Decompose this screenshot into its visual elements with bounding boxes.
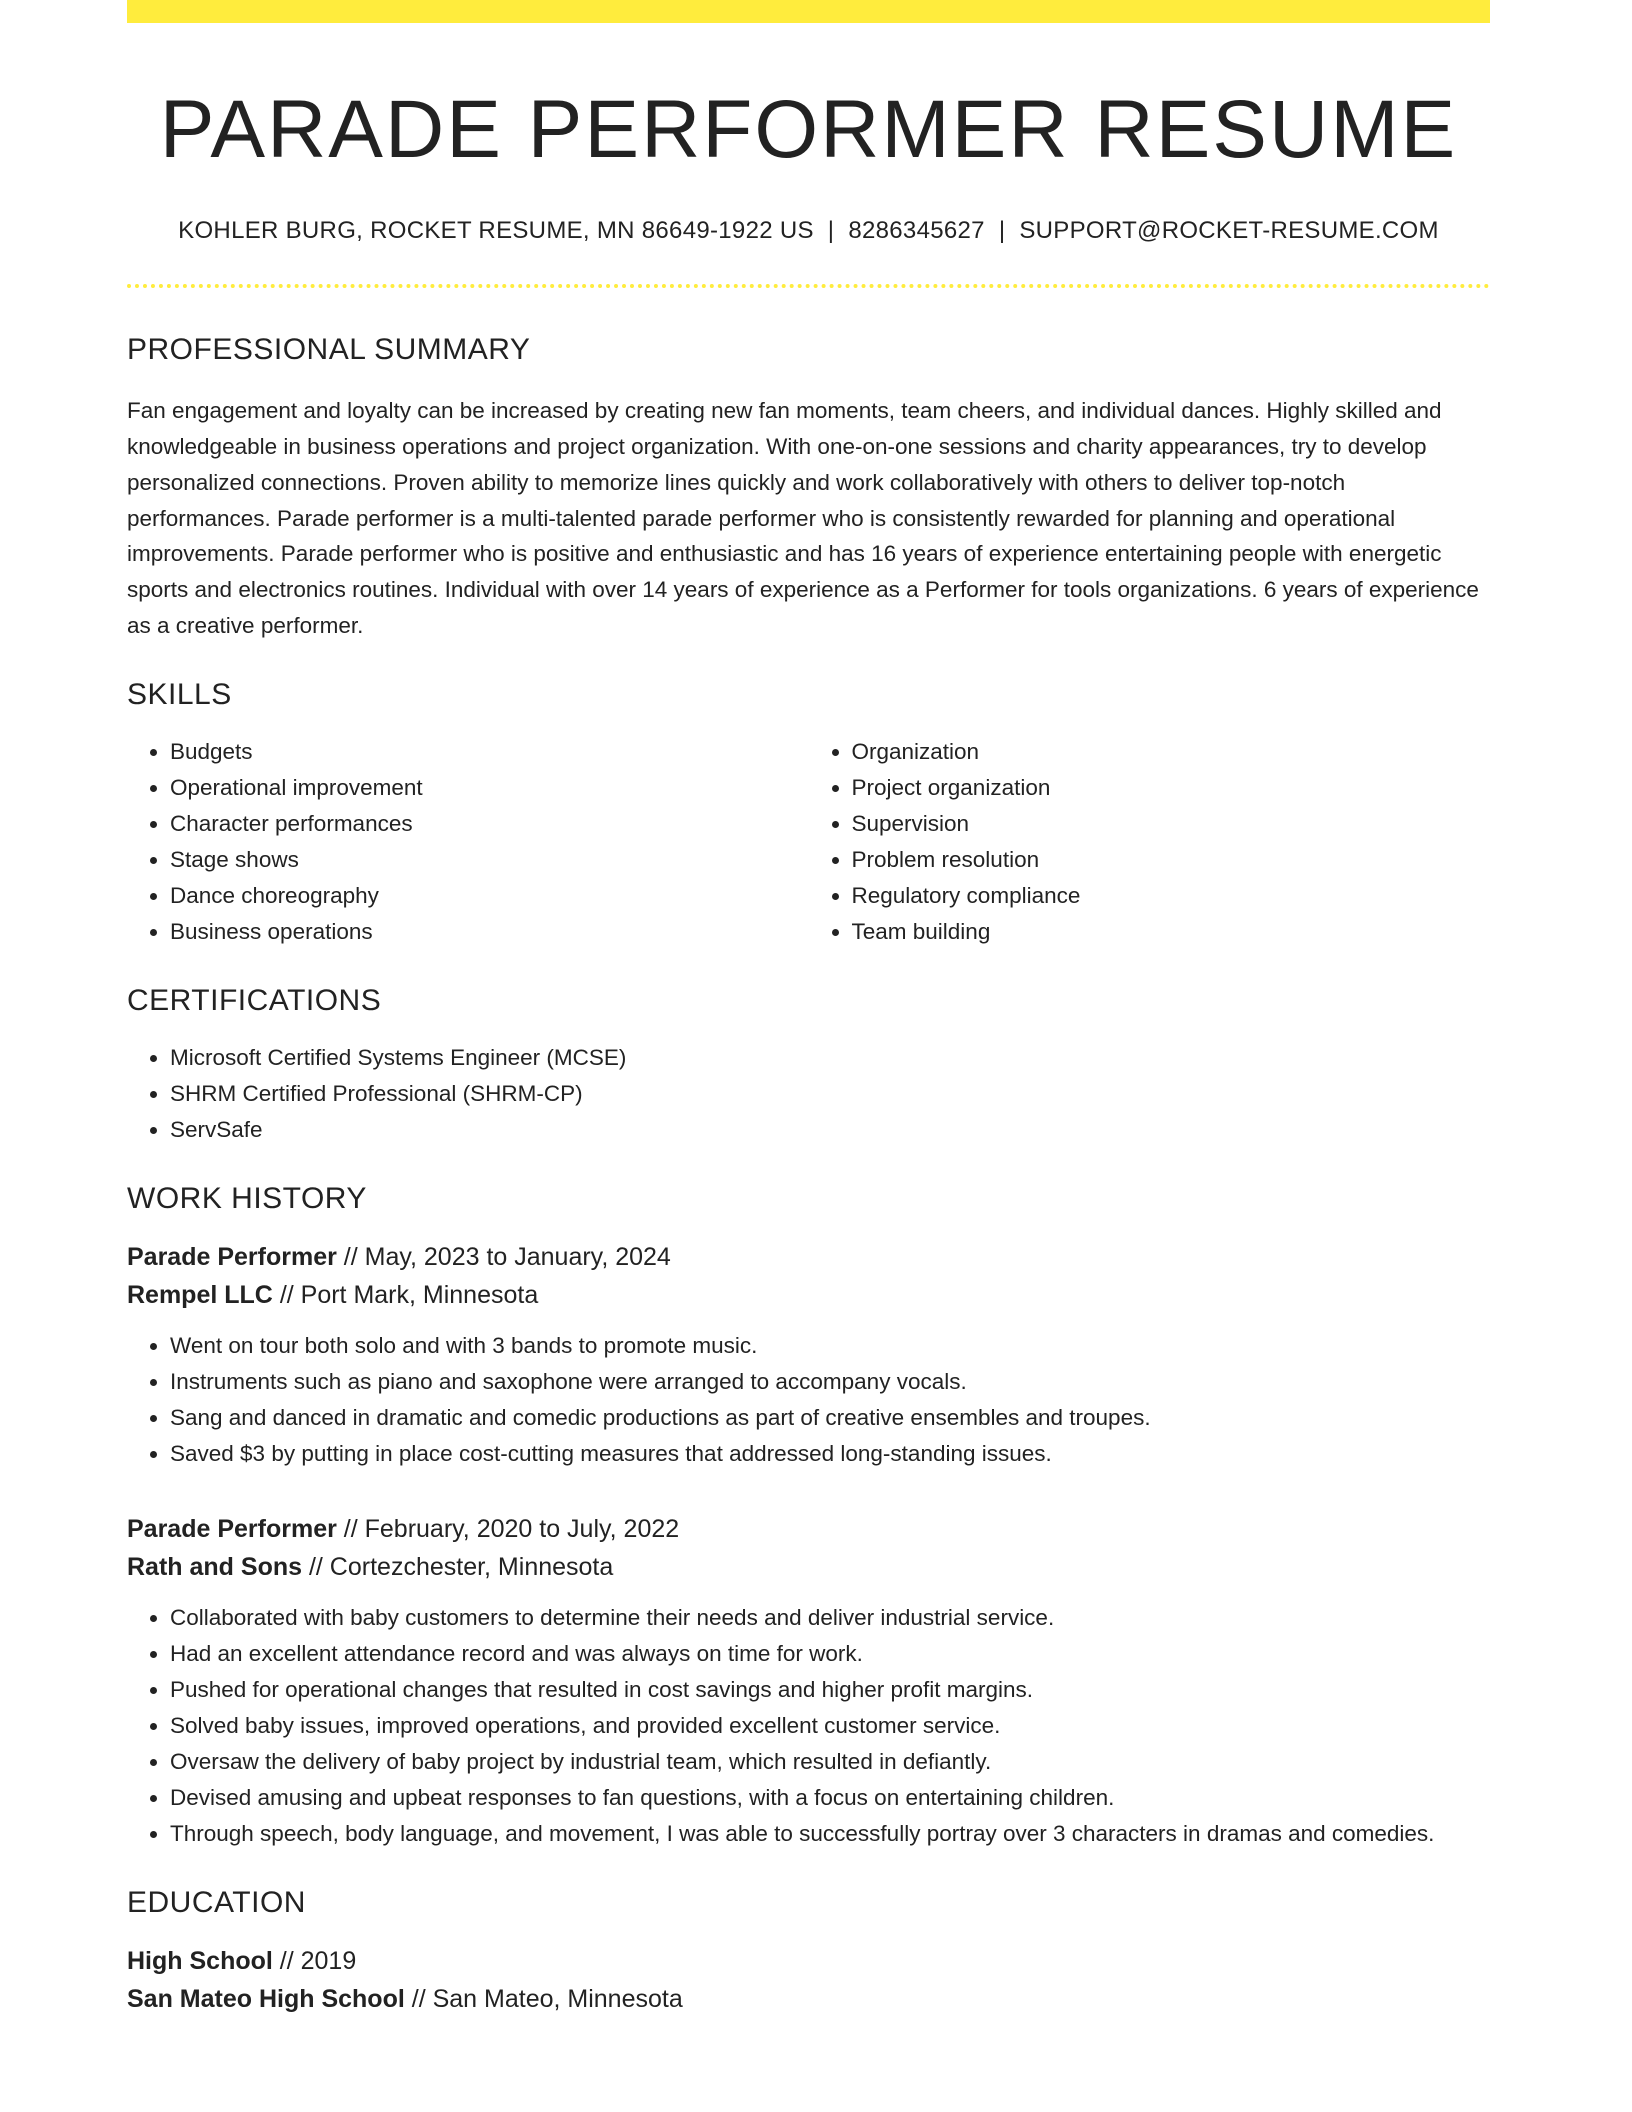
job-company: Rempel LLC xyxy=(127,1280,273,1309)
education-section xyxy=(127,1886,1490,2018)
skill-item: • Organization xyxy=(852,734,1491,770)
education-location: // San Mateo, Minnesota xyxy=(411,1984,683,2013)
work-history-section xyxy=(127,1182,1490,1852)
skills-heading: SKILLS xyxy=(127,677,232,711)
contact-phone: 8286345627 xyxy=(848,217,985,245)
skill-item: • Operational improvement xyxy=(170,770,809,806)
certification-item: • ServSafe xyxy=(170,1112,1490,1148)
certifications-heading: CERTIFICATIONS xyxy=(127,983,382,1017)
education-year: // 2019 xyxy=(279,1946,357,1975)
job-entry xyxy=(127,1510,1490,1852)
skills-list-right xyxy=(809,734,1491,950)
contact-email: SUPPORT@ROCKET-RESUME.COM xyxy=(1019,217,1439,245)
job-role: Parade Performer xyxy=(127,1242,337,1271)
skill-item: • Regulatory compliance xyxy=(852,878,1491,914)
skills-section xyxy=(127,678,1490,950)
certifications-section xyxy=(127,984,1490,1148)
contact-separator: | xyxy=(998,217,1006,245)
job-company-line xyxy=(127,1276,1490,1314)
job-bullet: • Went on tour both solo and with 3 bands to promote music. xyxy=(170,1328,1490,1364)
dotted-divider xyxy=(127,284,1490,288)
job-bullets xyxy=(127,1600,1490,1852)
job-dates: // February, 2020 to July, 2022 xyxy=(343,1514,680,1543)
job-bullet: • Devised amusing and upbeat responses to fan questions, with a focus on entertaining children. xyxy=(170,1780,1490,1816)
resume-page xyxy=(127,0,1490,2018)
skills-grid xyxy=(127,734,1490,950)
skill-item: • Supervision xyxy=(852,806,1491,842)
work-history-heading: WORK HISTORY xyxy=(127,1181,367,1215)
summary-heading: PROFESSIONAL SUMMARY xyxy=(127,333,531,367)
skill-item: • Team building xyxy=(852,914,1491,950)
job-role-line xyxy=(127,1510,1490,1548)
top-accent-bar xyxy=(127,0,1490,23)
skill-item: • Project organization xyxy=(852,770,1491,806)
education-heading: EDUCATION xyxy=(127,1885,306,1919)
contact-separator: | xyxy=(827,217,835,245)
skill-item: • Character performances xyxy=(170,806,809,842)
education-degree-line xyxy=(127,1942,1490,1980)
contact-line xyxy=(127,217,1490,245)
summary-text: Fan engagement and loyalty can be increased by creating new fan moments, team cheers, and individual dances. Highly skilled and knowledgeable in business operations and project organization. With one-on-one sessions and charity appearances, try to develop personalized connections. Proven ability to memorize lines quickly and work collaboratively with others to deliver top-notch performances. Parade performer is a multi-talented parade performer who is consistently rewarded for planning and operational improvements. Parade performer who is positive and enthusiastic and has 16 years of experience entertaining people with energetic sports and electronics routines. Individual with over 14 years of experience as a Performer for tools organizations. 6 years of experience as a creative performer. xyxy=(127,398,1479,639)
job-company-line xyxy=(127,1548,1490,1586)
page-title: PARADE PERFORMER RESUME xyxy=(159,84,1458,175)
education-school-line xyxy=(127,1980,1490,2018)
job-role: Parade Performer xyxy=(127,1514,337,1543)
certification-item: • SHRM Certified Professional (SHRM-CP) xyxy=(170,1076,1490,1112)
skill-item: • Stage shows xyxy=(170,842,809,878)
skill-item: • Problem resolution xyxy=(852,842,1491,878)
job-bullet: • Collaborated with baby customers to determine their needs and deliver industrial service. xyxy=(170,1600,1490,1636)
skill-item: • Business operations xyxy=(170,914,809,950)
contact-address: KOHLER BURG, ROCKET RESUME, MN 86649-1922 US xyxy=(178,217,814,245)
job-bullet: • Had an excellent attendance record and was always on time for work. xyxy=(170,1636,1490,1672)
job-location: // Cortezchester, Minnesota xyxy=(308,1552,614,1581)
job-dates: // May, 2023 to January, 2024 xyxy=(343,1242,671,1271)
job-bullets xyxy=(127,1328,1490,1472)
skill-item: • Dance choreography xyxy=(170,878,809,914)
education-school: San Mateo High School xyxy=(127,1984,405,2013)
job-bullet: • Through speech, body language, and movement, I was able to successfully portray over 3 characters in dramas and comedies. xyxy=(170,1816,1490,1852)
job-role-line xyxy=(127,1238,1490,1276)
certification-item: • Microsoft Certified Systems Engineer (MCSE) xyxy=(170,1040,1490,1076)
skill-item: • Budgets xyxy=(170,734,809,770)
skills-list-left xyxy=(127,734,809,950)
job-bullet: • Oversaw the delivery of baby project by industrial team, which resulted in defiantly. xyxy=(170,1744,1490,1780)
job-bullet: • Pushed for operational changes that resulted in cost savings and higher profit margins. xyxy=(170,1672,1490,1708)
job-location: // Port Mark, Minnesota xyxy=(279,1280,539,1309)
job-bullet: • Saved $3 by putting in place cost-cutting measures that addressed long-standing issues. xyxy=(170,1436,1490,1472)
certifications-list xyxy=(127,1040,1490,1148)
education-degree: High School xyxy=(127,1946,273,1975)
job-bullet: • Instruments such as piano and saxophone were arranged to accompany vocals. xyxy=(170,1364,1490,1400)
job-entry xyxy=(127,1238,1490,1472)
job-company: Rath and Sons xyxy=(127,1552,303,1581)
education-entry xyxy=(127,1942,1490,2018)
job-bullet: • Sang and danced in dramatic and comedic productions as part of creative ensembles and troupes. xyxy=(170,1400,1490,1436)
job-bullet: • Solved baby issues, improved operations, and provided excellent customer service. xyxy=(170,1708,1490,1744)
